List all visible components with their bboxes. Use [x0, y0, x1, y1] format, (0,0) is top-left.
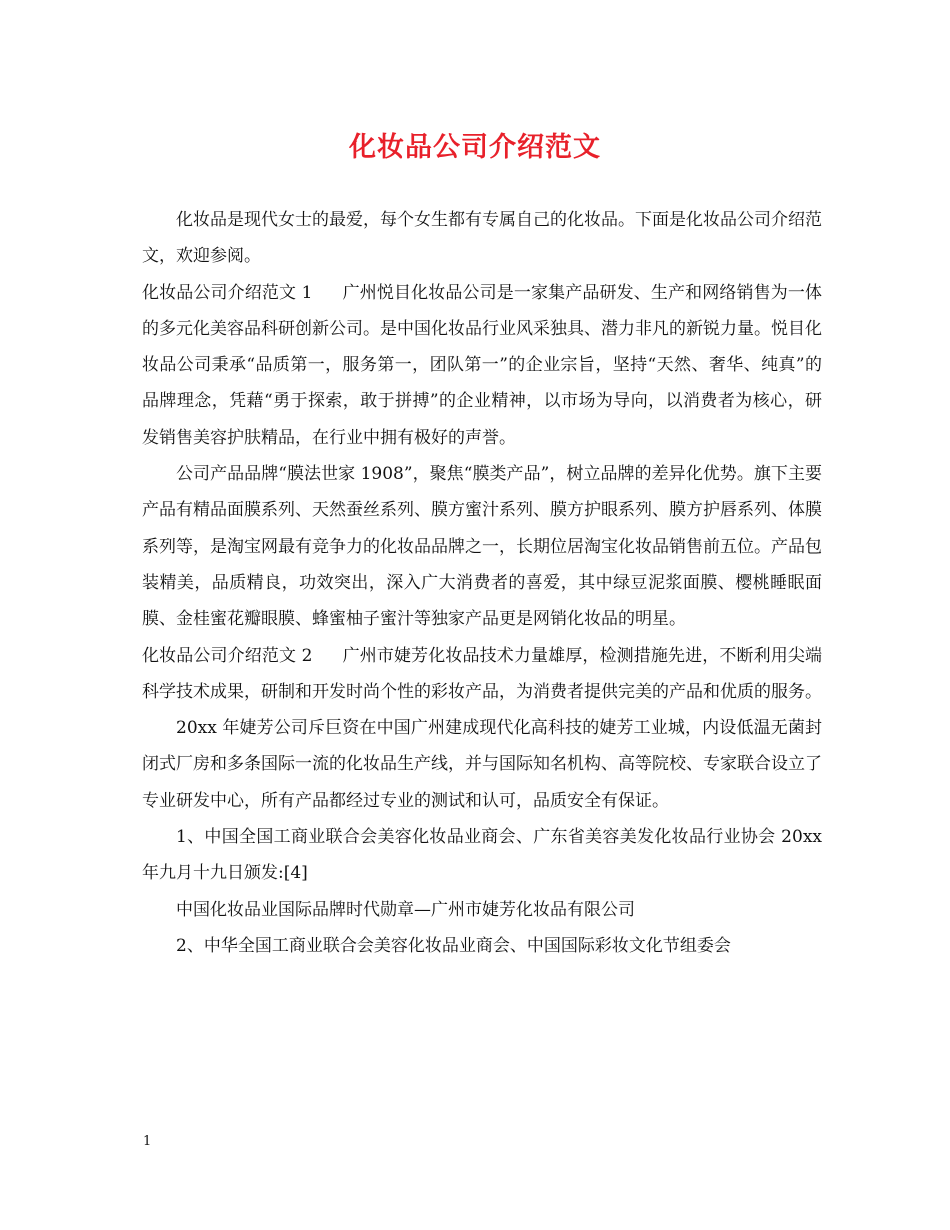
- sample-1-text: 广州悦目化妆品公司是一家集产品研发、生产和网络销售为一体的多元化美容品科研创新公司。是中国化妆品行业风采独具、潜力非凡的新锐力量。悦目化妆品公司秉承“品质第一，服务第一，团队第一”的企业宗旨，坚持“天然、奢华、纯真”的品牌理念，凭藉“勇于探索，敢于拼搏”的企业精神，以市场为导向，以消费者为核心，研发销售美容护肤精品，在行业中拥有极好的声誉。: [142, 282, 822, 448]
- sample-2-heading: 化妆品公司介绍范文 2: [142, 645, 313, 666]
- document-body: [142, 202, 822, 964]
- paragraph-sample-1: [142, 275, 822, 456]
- paragraph-intro: 化妆品是现代女士的最爱，每个女生都有专属自己的化妆品。下面是化妆品公司介绍范文，欢迎参阅。: [142, 210, 822, 267]
- paragraph-factory: 20xx 年婕芳公司斥巨资在中国广州建成现代化高科技的婕芳工业城，内设低温无菌封闭式厂房和多条国际一流的化妆品生产线，并与国际知名机构、高等院校、专家联合设立了专业研发中心，所有产品都经过专业的测试和认可，品质安全有保证。: [142, 718, 822, 811]
- sample-2-text: 广州市婕芳化妆品技术力量雄厚，检测措施先进，不断利用尖端科学技术成果，研制和开发时尚个性的彩妆产品，为消费者提供完美的产品和优质的服务。: [142, 645, 822, 702]
- paragraph-brand: 公司产品品牌“膜法世家 1908”，聚焦“膜类产品”，树立品牌的差异化优势。旗下主要产品有精品面膜系列、天然蚕丝系列、膜方蜜汁系列、膜方护眼系列、膜方护唇系列、体膜系列等，是淘宝网最有竞争力的化妆品品牌之一，长期位居淘宝化妆品销售前五位。产品包装精美，品质精良，功效突出，深入广大消费者的喜爱，其中绿豆泥浆面膜、樱桃睡眠面膜、金桂蜜花瓣眼膜、蜂蜜柚子蜜汁等独家产品更是网销化妆品的明星。: [142, 464, 822, 630]
- sample-1-heading: 化妆品公司介绍范文 1: [142, 282, 313, 303]
- paragraph-award-1: 1、中国全国工商业联合会美容化妆品业商会、广东省美容美发化妆品行业协会 20xx 年九月十九日颁发:[4]: [142, 827, 822, 884]
- page-number: 1: [143, 1134, 152, 1149]
- paragraph-sample-2: [142, 638, 822, 711]
- document-title: 化妆品公司介绍范文: [349, 132, 601, 163]
- paragraph-medal: 中国化妆品业国际品牌时代勋章—广州市婕芳化妆品有限公司: [176, 899, 635, 920]
- paragraph-award-2: 2、中华全国工商业联合会美容化妆品业商会、中国国际彩妆文化节组委会: [176, 935, 731, 956]
